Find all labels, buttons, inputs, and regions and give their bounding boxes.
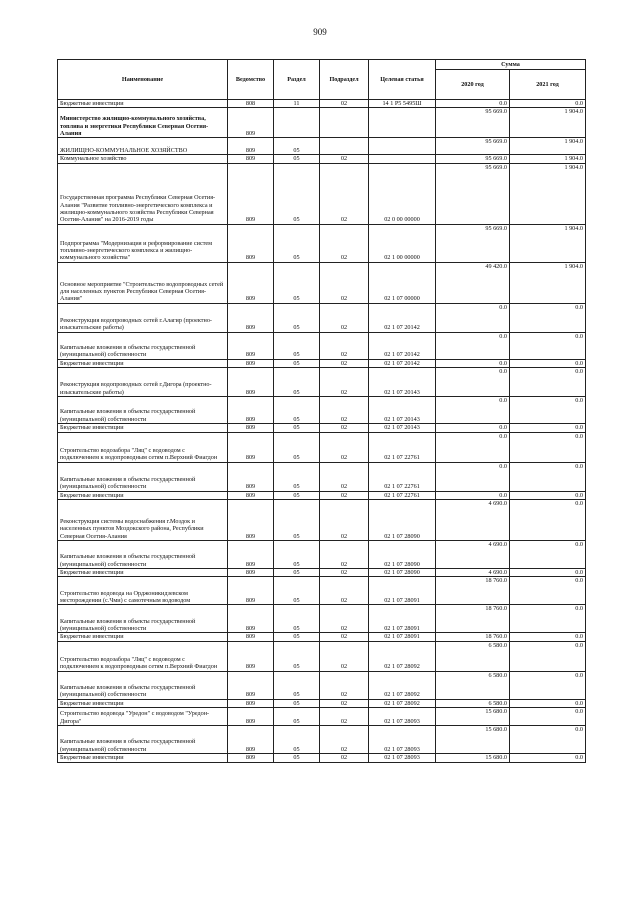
cell-2020: 0.0 [436, 432, 510, 462]
cell-article: 02 1 07 20143 [369, 424, 436, 432]
header-article: Целевая статья [369, 60, 436, 100]
cell-article: 02 1 07 28090 [369, 541, 436, 569]
cell-name: Бюджетные инвестиции [58, 491, 228, 499]
cell-razdel: 05 [274, 541, 320, 569]
header-name: Наименование [58, 60, 228, 100]
cell-podrazdel: 02 [320, 541, 369, 569]
cell-podrazdel: 02 [320, 500, 369, 541]
cell-name: Капитальные вложения в объекты государственной (муниципальной) собственности [58, 332, 228, 359]
table-row [58, 262, 586, 303]
cell-2020: 6 580.0 [436, 699, 510, 707]
cell-2020: 0.0 [436, 303, 510, 332]
cell-2021: 1 904.0 [510, 163, 586, 224]
header-podrazdel: Подраздел [320, 60, 369, 100]
cell-razdel: 05 [274, 671, 320, 699]
header-razdel: Раздел [274, 60, 320, 100]
cell-2020: 0.0 [436, 491, 510, 499]
cell-name: Подпрограмма "Модернизация и реформирование систем топливно-энергетического комплекса и жилищно-коммунального хозяйства" [58, 224, 228, 262]
table-row [58, 569, 586, 577]
cell-2020: 6 580.0 [436, 671, 510, 699]
cell-2021: 0.0 [510, 432, 586, 462]
cell-article: 02 1 07 22761 [369, 462, 436, 491]
cell-article: 02 1 07 20143 [369, 368, 436, 397]
cell-razdel: 05 [274, 605, 320, 633]
cell-razdel: 05 [274, 726, 320, 754]
cell-podrazdel: 02 [320, 671, 369, 699]
cell-article: 02 1 07 28092 [369, 699, 436, 707]
cell-name: Реконструкция водопроводных сетей г.Алагир (проектно-изыскательские работы) [58, 303, 228, 332]
table-row [58, 462, 586, 491]
cell-podrazdel: 02 [320, 708, 369, 726]
cell-vedomstvo: 809 [228, 491, 274, 499]
cell-article: 02 1 07 28093 [369, 708, 436, 726]
table-row [58, 224, 586, 262]
cell-2020: 18 760.0 [436, 605, 510, 633]
cell-name: Реконструкция водопроводных сетей г.Дигора (проектно-изыскательские работы) [58, 368, 228, 397]
cell-article: 02 1 07 20142 [369, 303, 436, 332]
cell-vedomstvo: 809 [228, 155, 274, 163]
table-row [58, 432, 586, 462]
cell-name: Государственная программа Республики Северная Осетия-Алания "Развитие топливно-энергетического комплекса и жилищно-коммунального хозяйства Республики Северная Осетия-Алания" на 2016-2019 годы [58, 163, 228, 224]
table-row [58, 368, 586, 397]
cell-2021: 1 904.0 [510, 138, 586, 155]
cell-2021: 1 904.0 [510, 224, 586, 262]
cell-podrazdel: 02 [320, 641, 369, 671]
cell-2020: 0.0 [436, 397, 510, 424]
cell-podrazdel: 02 [320, 699, 369, 707]
table-row [58, 605, 586, 633]
cell-2021: 0.0 [510, 491, 586, 499]
cell-article: 02 1 07 28091 [369, 577, 436, 605]
cell-razdel: 05 [274, 462, 320, 491]
table-row [58, 699, 586, 707]
cell-vedomstvo: 809 [228, 708, 274, 726]
cell-podrazdel: 02 [320, 368, 369, 397]
cell-vedomstvo: 809 [228, 500, 274, 541]
cell-article: 02 1 07 28092 [369, 641, 436, 671]
cell-article: 02 1 07 20142 [369, 359, 436, 367]
cell-vedomstvo: 809 [228, 699, 274, 707]
cell-podrazdel: 02 [320, 163, 369, 224]
cell-2020: 0.0 [436, 462, 510, 491]
cell-name: Строительство водовода "Уредон" с водоводом "Уредон-Дигора" [58, 708, 228, 726]
cell-vedomstvo: 809 [228, 577, 274, 605]
table-row [58, 359, 586, 367]
cell-2021: 1 904.0 [510, 108, 586, 138]
cell-razdel: 05 [274, 432, 320, 462]
cell-2021: 0.0 [510, 633, 586, 641]
cell-name: Бюджетные инвестиции [58, 424, 228, 432]
cell-2020: 18 760.0 [436, 577, 510, 605]
cell-podrazdel [320, 108, 369, 138]
cell-razdel: 05 [274, 359, 320, 367]
cell-name: Реконструкция системы водоснабжения г.Моздок и населенных пунктов Моздокского района, Республики Северная Осетия-Алания [58, 500, 228, 541]
table-row [58, 641, 586, 671]
cell-2021: 0.0 [510, 754, 586, 762]
table-row [58, 708, 586, 726]
cell-name: Бюджетные инвестиции [58, 754, 228, 762]
cell-2021: 0.0 [510, 671, 586, 699]
header-2021: 2021 год [510, 70, 586, 100]
cell-razdel: 05 [274, 163, 320, 224]
cell-article: 14 1 P5 5495Ш [369, 100, 436, 108]
cell-name: ЖИЛИЩНО-КОММУНАЛЬНОЕ ХОЗЯЙСТВО [58, 138, 228, 155]
cell-vedomstvo: 809 [228, 633, 274, 641]
cell-2021: 0.0 [510, 462, 586, 491]
budget-table [57, 59, 586, 763]
table-row [58, 138, 586, 155]
cell-name: Капитальные вложения в объекты государственной (муниципальной) собственности [58, 726, 228, 754]
cell-vedomstvo: 809 [228, 303, 274, 332]
cell-podrazdel: 02 [320, 155, 369, 163]
cell-name: Капитальные вложения в объекты государственной (муниципальной) собственности [58, 605, 228, 633]
cell-2020: 4 690.0 [436, 569, 510, 577]
cell-article [369, 108, 436, 138]
cell-name: Капитальные вложения в объекты государственной (муниципальной) собственности [58, 541, 228, 569]
cell-2021: 0.0 [510, 368, 586, 397]
cell-2021: 0.0 [510, 699, 586, 707]
cell-podrazdel: 02 [320, 633, 369, 641]
cell-2021: 1 904.0 [510, 262, 586, 303]
table-row [58, 671, 586, 699]
table-row [58, 163, 586, 224]
header-sum: Сумма [436, 60, 586, 70]
cell-name: Капитальные вложения в объекты государственной (муниципальной) собственности [58, 671, 228, 699]
cell-article [369, 138, 436, 155]
cell-article [369, 155, 436, 163]
cell-2021: 0.0 [510, 424, 586, 432]
cell-podrazdel: 02 [320, 424, 369, 432]
table-row [58, 303, 586, 332]
cell-2020: 0.0 [436, 359, 510, 367]
cell-razdel: 05 [274, 641, 320, 671]
table-row [58, 754, 586, 762]
cell-2021: 0.0 [510, 708, 586, 726]
cell-podrazdel: 02 [320, 605, 369, 633]
cell-2021: 0.0 [510, 359, 586, 367]
cell-vedomstvo: 809 [228, 368, 274, 397]
cell-article: 02 1 07 28091 [369, 605, 436, 633]
cell-razdel: 05 [274, 577, 320, 605]
cell-2020: 4 690.0 [436, 500, 510, 541]
header-vedomstvo: Ведомство [228, 60, 274, 100]
cell-2021: 0.0 [510, 100, 586, 108]
cell-vedomstvo: 809 [228, 605, 274, 633]
cell-podrazdel: 02 [320, 726, 369, 754]
cell-razdel: 05 [274, 754, 320, 762]
table-body [58, 100, 586, 763]
cell-razdel: 05 [274, 491, 320, 499]
cell-podrazdel: 02 [320, 491, 369, 499]
cell-2021: 1 904.0 [510, 155, 586, 163]
cell-name: Коммунальное хозяйство [58, 155, 228, 163]
cell-podrazdel: 02 [320, 303, 369, 332]
cell-podrazdel: 02 [320, 462, 369, 491]
cell-razdel: 05 [274, 303, 320, 332]
table-row [58, 577, 586, 605]
cell-razdel: 05 [274, 424, 320, 432]
table-row [58, 541, 586, 569]
cell-vedomstvo: 809 [228, 569, 274, 577]
cell-razdel: 05 [274, 699, 320, 707]
page-number: 909 [313, 27, 327, 37]
cell-article: 02 1 07 00000 [369, 262, 436, 303]
cell-podrazdel: 02 [320, 332, 369, 359]
cell-razdel: 05 [274, 500, 320, 541]
cell-vedomstvo: 809 [228, 397, 274, 424]
cell-2020: 18 760.0 [436, 633, 510, 641]
cell-podrazdel: 02 [320, 262, 369, 303]
cell-name: Строительство водовода на Орджоникидзевском месторождении (с.Чми) с самотечным водоводом [58, 577, 228, 605]
cell-article: 02 1 00 00000 [369, 224, 436, 262]
cell-vedomstvo: 808 [228, 100, 274, 108]
table-row [58, 155, 586, 163]
table-row [58, 100, 586, 108]
cell-vedomstvo: 809 [228, 332, 274, 359]
cell-name: Бюджетные инвестиции [58, 699, 228, 707]
cell-razdel: 05 [274, 155, 320, 163]
table-row [58, 108, 586, 138]
table-row [58, 397, 586, 424]
cell-vedomstvo: 809 [228, 163, 274, 224]
cell-name: Бюджетные инвестиции [58, 569, 228, 577]
cell-2020: 49 420.0 [436, 262, 510, 303]
table-row [58, 424, 586, 432]
cell-razdel: 05 [274, 332, 320, 359]
cell-vedomstvo: 809 [228, 262, 274, 303]
cell-2021: 0.0 [510, 500, 586, 541]
header-2020: 2020 год [436, 70, 510, 100]
cell-razdel: 11 [274, 100, 320, 108]
cell-2021: 0.0 [510, 726, 586, 754]
cell-2020: 95 669.0 [436, 224, 510, 262]
cell-vedomstvo: 809 [228, 359, 274, 367]
cell-vedomstvo: 809 [228, 726, 274, 754]
cell-article: 02 1 07 28090 [369, 569, 436, 577]
cell-name: Основное мероприятие "Строительство водопроводных сетей для населенных пунктов Республики Северная Осетия-Алания" [58, 262, 228, 303]
cell-name: Строительство водозабора "Ляц" с водоводом с подключением к водопроводным сетям п.Верхний Фиагдон [58, 641, 228, 671]
cell-podrazdel: 02 [320, 397, 369, 424]
cell-vedomstvo: 809 [228, 432, 274, 462]
cell-2020: 95 669.0 [436, 163, 510, 224]
cell-name: Бюджетные инвестиции [58, 359, 228, 367]
cell-podrazdel: 02 [320, 577, 369, 605]
cell-name: Строительство водозабора "Ляц" с водоводом с подключением к водопроводным сетям п.Верхний Фиагдон [58, 432, 228, 462]
cell-article: 02 1 07 28093 [369, 726, 436, 754]
cell-2021: 0.0 [510, 577, 586, 605]
cell-podrazdel: 02 [320, 754, 369, 762]
cell-2021: 0.0 [510, 569, 586, 577]
cell-razdel: 05 [274, 708, 320, 726]
cell-vedomstvo: 809 [228, 462, 274, 491]
cell-2021: 0.0 [510, 303, 586, 332]
cell-name: Капитальные вложения в объекты государственной (муниципальной) собственности [58, 397, 228, 424]
cell-razdel: 05 [274, 224, 320, 262]
cell-article: 02 1 07 28091 [369, 633, 436, 641]
cell-podrazdel: 02 [320, 100, 369, 108]
cell-podrazdel: 02 [320, 224, 369, 262]
cell-podrazdel: 02 [320, 569, 369, 577]
cell-name: Министерство жилищно-коммунального хозяйства, топлива и энергетики Республики Северная Осетия-Алания [58, 108, 228, 138]
cell-vedomstvo: 809 [228, 541, 274, 569]
cell-razdel: 05 [274, 368, 320, 397]
cell-2020: 6 580.0 [436, 641, 510, 671]
cell-vedomstvo: 809 [228, 671, 274, 699]
cell-2020: 0.0 [436, 332, 510, 359]
cell-2020: 15 680.0 [436, 726, 510, 754]
cell-2021: 0.0 [510, 541, 586, 569]
cell-podrazdel: 02 [320, 432, 369, 462]
cell-2020: 0.0 [436, 424, 510, 432]
cell-2021: 0.0 [510, 332, 586, 359]
table-row [58, 633, 586, 641]
cell-razdel: 05 [274, 569, 320, 577]
cell-article: 02 1 07 22761 [369, 491, 436, 499]
cell-2020: 15 680.0 [436, 708, 510, 726]
cell-razdel: 05 [274, 397, 320, 424]
cell-article: 02 1 07 20142 [369, 332, 436, 359]
cell-2020: 95 669.0 [436, 108, 510, 138]
cell-2021: 0.0 [510, 605, 586, 633]
table-row [58, 500, 586, 541]
table-row [58, 491, 586, 499]
cell-name: Бюджетные инвестиции [58, 100, 228, 108]
cell-2021: 0.0 [510, 641, 586, 671]
cell-vedomstvo: 809 [228, 641, 274, 671]
table-row [58, 332, 586, 359]
cell-article: 02 1 07 28092 [369, 671, 436, 699]
cell-podrazdel: 02 [320, 359, 369, 367]
cell-article: 02 1 07 22761 [369, 432, 436, 462]
cell-name: Капитальные вложения в объекты государственной (муниципальной) собственности [58, 462, 228, 491]
cell-2021: 0.0 [510, 397, 586, 424]
cell-2020: 15 680.0 [436, 754, 510, 762]
cell-article: 02 0 00 00000 [369, 163, 436, 224]
cell-article: 02 1 07 28090 [369, 500, 436, 541]
table-row [58, 726, 586, 754]
cell-article: 02 1 07 20143 [369, 397, 436, 424]
cell-2020: 0.0 [436, 368, 510, 397]
cell-razdel [274, 108, 320, 138]
cell-vedomstvo: 809 [228, 424, 274, 432]
cell-vedomstvo: 809 [228, 108, 274, 138]
cell-2020: 95 669.0 [436, 138, 510, 155]
cell-razdel: 05 [274, 633, 320, 641]
cell-podrazdel [320, 138, 369, 155]
cell-vedomstvo: 809 [228, 138, 274, 155]
cell-2020: 0.0 [436, 100, 510, 108]
cell-article: 02 1 07 28093 [369, 754, 436, 762]
cell-razdel: 05 [274, 138, 320, 155]
cell-2020: 4 690.0 [436, 541, 510, 569]
cell-name: Бюджетные инвестиции [58, 633, 228, 641]
cell-2020: 95 669.0 [436, 155, 510, 163]
cell-razdel: 05 [274, 262, 320, 303]
cell-vedomstvo: 809 [228, 754, 274, 762]
cell-vedomstvo: 809 [228, 224, 274, 262]
